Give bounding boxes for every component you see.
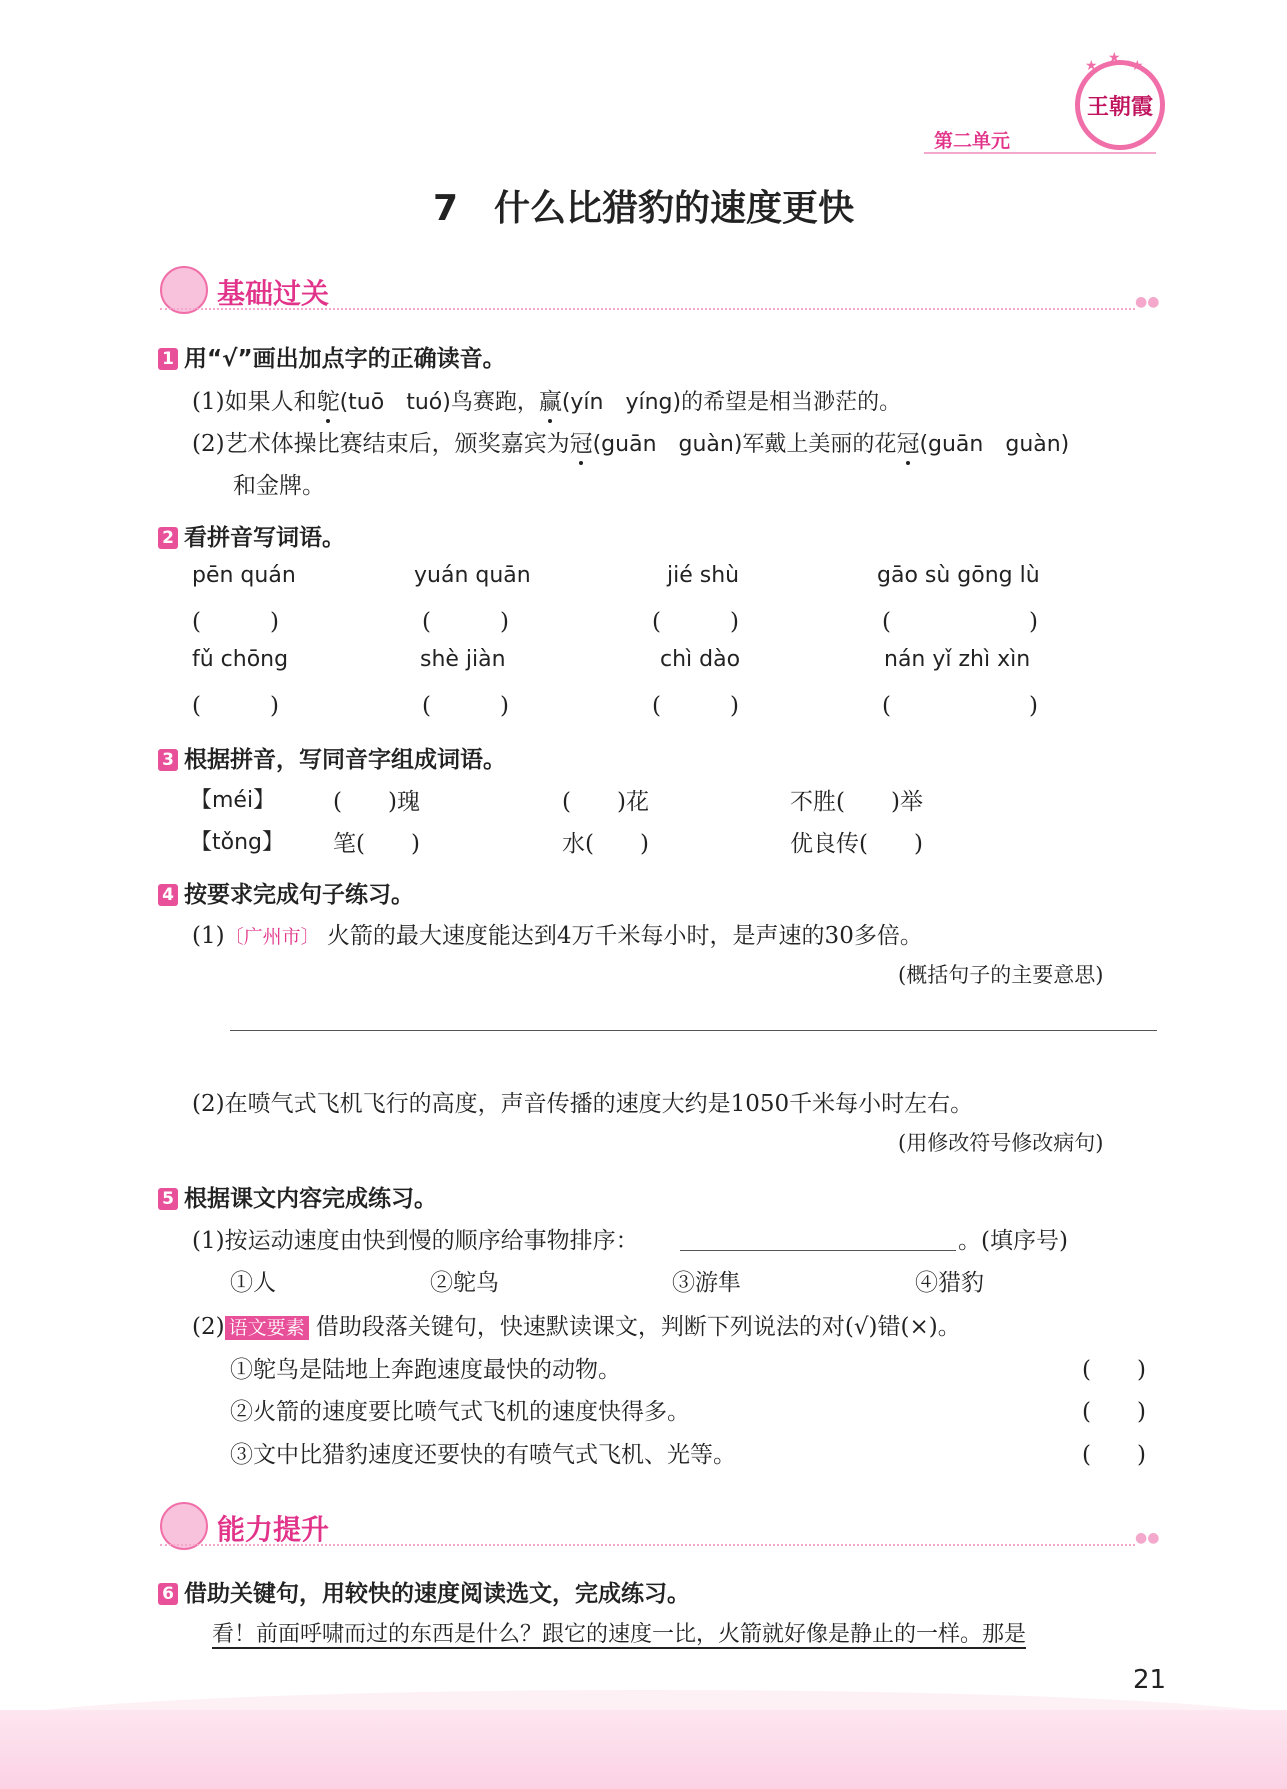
- q3-heading: [158, 741, 506, 774]
- q3-pinyin-text: 【tǒng】: [190, 830, 284, 855]
- judge-item: ③文中比猎豹速度还要快的有喷气式飞机、光等。: [230, 1442, 736, 1468]
- q4-s1-num: (1): [192, 923, 225, 949]
- answer-blank[interactable]: ( ): [652, 693, 739, 719]
- q1-l2e: (guān guàn): [919, 432, 1070, 457]
- region-tag: 〔广州市〕: [224, 926, 320, 948]
- section-title-ability: 能力提升: [217, 1513, 330, 1546]
- q2-text: 看拼音写词语。: [184, 525, 345, 551]
- footer-band: [0, 1710, 1287, 1789]
- pinyin-item: yuán quān: [414, 563, 531, 588]
- q1-l1c: (tuō tuó)鸟赛跑，: [339, 390, 539, 415]
- q3-item[interactable]: 笔( ): [333, 831, 420, 857]
- dotted-char: 赢: [538, 389, 562, 415]
- page-number: 21: [1133, 1665, 1167, 1695]
- q4-heading: [158, 876, 414, 909]
- q5-p2-text: 借助段落关键句，快速默读课文，判断下列说法的对(√)错(×)。: [315, 1314, 961, 1340]
- reading-passage: 看！前面呼啸而过的东西是什么？跟它的速度一比，火箭就好像是静止的一样。那是: [212, 1622, 1027, 1647]
- q3-item[interactable]: 不胜( )举: [790, 789, 923, 815]
- q3-pinyin: [190, 783, 275, 814]
- dotted-char: 鸵: [316, 389, 340, 415]
- q4-requirement2: (用修改符号修改病句): [898, 1131, 1104, 1155]
- q1-number: 1: [158, 348, 178, 370]
- star-icon: ★: [1131, 58, 1144, 74]
- option-item: ④猎豹: [915, 1270, 984, 1296]
- page-title: 7 什么比猎豹的速度更快: [432, 188, 855, 229]
- judge-blank[interactable]: ( ): [1082, 1357, 1146, 1383]
- q5-p1-text: (1)按运动速度由快到慢的顺序给事物排序：: [192, 1228, 639, 1254]
- dots-icon: ●●: [1135, 294, 1160, 310]
- answer-blank[interactable]: ( ): [652, 609, 739, 635]
- section-divider: [160, 1544, 1135, 1546]
- option-item: ②鸵鸟: [430, 1270, 499, 1296]
- pinyin-item: fǔ chōng: [192, 647, 289, 672]
- q1-l2a: (2)艺术体操比赛结束后，颁奖嘉宾为: [192, 431, 570, 457]
- q6-heading: [158, 1575, 690, 1608]
- pinyin-item: nán yǐ zhì xìn: [884, 647, 1031, 672]
- pinyin-item: chì dào: [660, 647, 741, 672]
- answer-blank[interactable]: ( ): [422, 609, 509, 635]
- judge-item: ①鸵鸟是陆地上奔跑速度最快的动物。: [230, 1357, 621, 1383]
- q1-line1: [192, 383, 901, 416]
- judge-blank[interactable]: ( ): [1082, 1399, 1146, 1425]
- q1-line3: 和金牌。: [233, 473, 325, 499]
- q1-l1a: (1)如果人和: [192, 389, 317, 415]
- answer-line[interactable]: [680, 1250, 956, 1251]
- judge-blank[interactable]: ( ): [1082, 1442, 1146, 1468]
- answer-blank[interactable]: ( ): [192, 609, 279, 635]
- student-icon: [160, 1502, 208, 1550]
- q5-part2: [192, 1308, 961, 1341]
- q4-number: 4: [158, 884, 178, 906]
- judge-item: ②火箭的速度要比喷气式飞机的速度快得多。: [230, 1399, 690, 1425]
- pinyin-item: jié shù: [667, 563, 740, 588]
- section-divider: [160, 308, 1135, 310]
- q1-line2: [192, 425, 1069, 458]
- q4-sentence1: [192, 917, 923, 950]
- q1-l2c: (guān guàn)军戴上美丽的花: [592, 432, 897, 457]
- q2-heading: [158, 519, 345, 552]
- dots-icon: ●●: [1135, 1530, 1160, 1546]
- student-icon: [160, 266, 208, 314]
- q5-part1: [192, 1222, 639, 1255]
- logo-text: 王朝霞: [1086, 93, 1153, 120]
- q3-item[interactable]: 水( ): [562, 831, 649, 857]
- q5-number: 5: [158, 1188, 178, 1210]
- q1-l1e: (yín yíng)的希望是相当渺茫的。: [561, 390, 902, 415]
- option-item: ③游隼: [672, 1270, 741, 1296]
- option-item: ①人: [230, 1270, 276, 1296]
- answer-blank[interactable]: ( ): [192, 693, 279, 719]
- dotted-char: 冠: [896, 431, 920, 457]
- q5-p1-hint: 。(填序号): [958, 1228, 1068, 1254]
- q6-number: 6: [158, 1583, 178, 1605]
- element-tag: 语文要素: [225, 1316, 309, 1340]
- q3-item[interactable]: ( )瑰: [333, 789, 420, 815]
- q6-text: 借助关键句，用较快的速度阅读选文，完成练习。: [184, 1581, 690, 1607]
- q3-number: 3: [158, 749, 178, 771]
- q4-text: 按要求完成句子练习。: [184, 882, 414, 908]
- q2-number: 2: [158, 527, 178, 549]
- q1-text: 用“√”画出加点字的正确读音。: [184, 346, 506, 372]
- q4-s1-text: 火箭的最大速度能达到4万千米每小时，是声速的30多倍。: [326, 923, 923, 949]
- unit-label: 第二单元: [934, 130, 1011, 152]
- q3-pinyin-text: 【méi】: [190, 788, 276, 813]
- answer-blank[interactable]: ( ): [882, 693, 1038, 719]
- q5-text: 根据课文内容完成练习。: [184, 1186, 437, 1212]
- pinyin-item: pēn quán: [192, 563, 296, 588]
- q4-requirement1: (概括句子的主要意思): [898, 963, 1104, 987]
- pinyin-item: gāo sù gōng lù: [877, 563, 1040, 588]
- q3-item[interactable]: 优良传( ): [790, 831, 923, 857]
- q3-item[interactable]: ( )花: [562, 789, 649, 815]
- q3-text: 根据拼音，写同音字组成词语。: [184, 747, 506, 773]
- answer-line[interactable]: [230, 1030, 1157, 1031]
- unit-underline: [924, 152, 1156, 154]
- star-icon: ★: [1085, 58, 1098, 74]
- q5-p2-num: (2): [192, 1314, 225, 1340]
- pinyin-item: shè jiàn: [420, 647, 506, 672]
- q4-sentence2: (2)在喷气式飞机飞行的高度，声音传播的速度大约是1050千米每小时左右。: [192, 1091, 974, 1117]
- q1-heading: [158, 340, 506, 373]
- star-icon: ★: [1108, 50, 1121, 66]
- dotted-char: 冠: [569, 431, 593, 457]
- q3-pinyin: [190, 825, 284, 856]
- section-title-basic: 基础过关: [217, 277, 330, 310]
- answer-blank[interactable]: ( ): [882, 609, 1038, 635]
- q5-heading: [158, 1180, 437, 1213]
- answer-blank[interactable]: ( ): [422, 693, 509, 719]
